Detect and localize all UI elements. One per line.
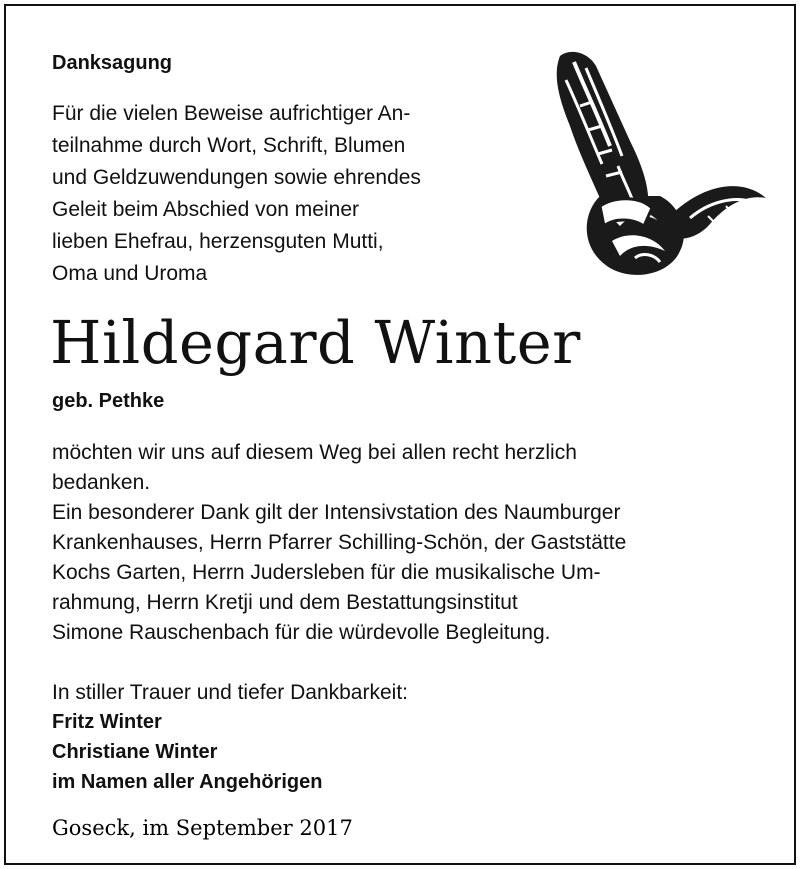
praying-hands-with-rose-icon	[540, 46, 772, 284]
body-line: Kochs Garten, Herrn Judersleben für die musikalische Um-	[52, 561, 601, 584]
body-text	[52, 438, 626, 648]
intro-line: Oma und Uroma	[52, 262, 208, 285]
deceased-name: Hildegard Winter	[50, 308, 581, 377]
place-date: Goseck, im September 2017	[52, 816, 353, 840]
body-line: rahmung, Herrn Kretji und dem Bestattungsinstitut	[52, 591, 518, 614]
signatory: Fritz Winter	[52, 711, 162, 733]
body-line: Ein besonderer Dank gilt der Intensivstation des Naumburger	[52, 501, 621, 524]
signatory: im Namen aller Angehörigen	[52, 771, 323, 793]
intro-line: und Geldzuwendungen sowie ehrendes	[52, 166, 421, 189]
intro-line: Für die vielen Beweise aufrichtiger An-	[52, 102, 411, 125]
intro-line: Geleit beim Abschied von meiner	[52, 198, 359, 221]
intro-text	[52, 98, 421, 290]
intro-line: teilnahme durch Wort, Schrift, Blumen	[52, 134, 406, 157]
signatory: Christiane Winter	[52, 741, 218, 763]
intro-line: lieben Ehefrau, herzensguten Mutti,	[52, 230, 384, 253]
body-line: Krankenhauses, Herrn Pfarrer Schilling-Schön, der Gaststätte	[52, 531, 627, 554]
body-line: bedanken.	[52, 471, 151, 494]
signatories	[52, 707, 322, 797]
closing-line: In stiller Trauer und tiefer Dankbarkeit:	[52, 681, 408, 704]
body-line: möchten wir uns auf diesem Weg bei allen recht herzlich	[52, 441, 577, 464]
birth-name: geb. Pethke	[52, 390, 165, 412]
body-line: Simone Rauschenbach für die würdevolle Begleitung.	[52, 621, 551, 644]
heading: Danksagung	[52, 52, 173, 74]
